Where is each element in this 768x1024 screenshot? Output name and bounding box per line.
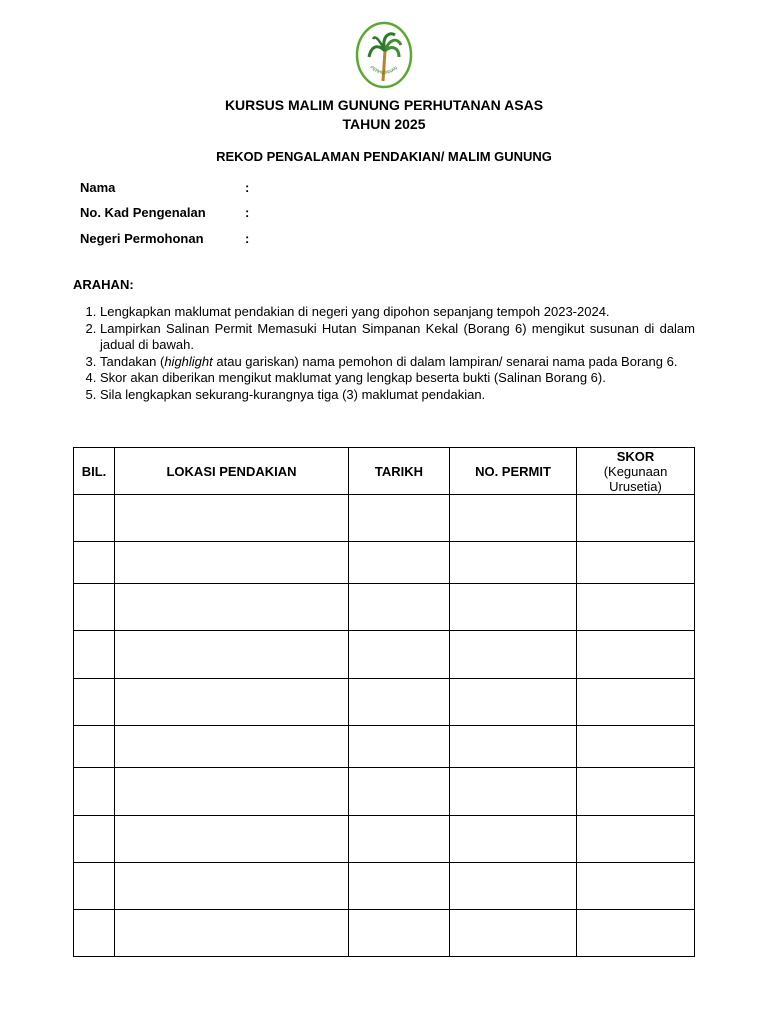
cell-skor[interactable] (577, 816, 695, 863)
cell-bil[interactable] (74, 726, 115, 768)
cell-skor[interactable] (577, 768, 695, 816)
cell-tarikh[interactable] (349, 726, 450, 768)
table-row (74, 863, 695, 910)
cell-skor[interactable] (577, 679, 695, 726)
cell-tarikh[interactable] (349, 631, 450, 679)
document-subtitle: REKOD PENGALAMAN PENDAKIAN/ MALIM GUNUNG (216, 149, 552, 164)
header-skor (577, 448, 695, 495)
list-item: 4. Skor akan diberikan mengikut maklumat yang lengkap beserta bukti (Salinan Borang 6). (100, 370, 695, 387)
cell-skor[interactable] (577, 863, 695, 910)
cell-permit[interactable] (450, 584, 577, 631)
cell-permit[interactable] (450, 768, 577, 816)
cell-bil[interactable] (74, 768, 115, 816)
document-year: TAHUN 2025 (342, 116, 426, 132)
cell-lokasi[interactable] (115, 726, 349, 768)
table-row (74, 816, 695, 863)
cell-lokasi[interactable] (115, 631, 349, 679)
table-row (74, 768, 695, 816)
cell-lokasi[interactable] (115, 816, 349, 863)
cell-tarikh[interactable] (349, 910, 450, 957)
cell-bil[interactable] (74, 584, 115, 631)
field-separator: : (245, 205, 250, 220)
cell-bil[interactable] (74, 863, 115, 910)
table-row (74, 584, 695, 631)
field-label: Negeri Permohonan (80, 231, 204, 246)
table-row (74, 726, 695, 768)
instructions-heading: ARAHAN: (73, 277, 134, 292)
table-row (74, 679, 695, 726)
list-item-text: Tandakan ( (100, 353, 165, 369)
cell-bil[interactable] (74, 679, 115, 726)
cell-permit[interactable] (450, 726, 577, 768)
skor-note: (Kegunaan Urusetia) (603, 463, 668, 494)
table-header-row (74, 448, 695, 495)
header-tarikh: TARIKH (349, 448, 450, 495)
cell-tarikh[interactable] (349, 863, 450, 910)
header-no-permit: NO. PERMIT (450, 448, 577, 495)
cell-tarikh[interactable] (349, 542, 450, 584)
instructions-list (73, 304, 695, 403)
field-separator: : (245, 231, 250, 246)
table-row (74, 910, 695, 957)
list-item-text: atau gariskan) nama pemohon di dalam lampiran/ senarai nama pada Borang 6. (212, 353, 678, 369)
field-label: No. Kad Pengenalan (80, 205, 206, 220)
header-lokasi-pendakian: LOKASI PENDAKIAN (115, 448, 349, 495)
list-item: 1. Lengkapkan maklumat pendakian di negeri yang dipohon sepanjang tempoh 2023-2024. (100, 304, 695, 321)
list-item: 5. Sila lengkapkan sekurang-kurangnya tiga (3) maklumat pendakian. (100, 387, 695, 404)
cell-tarikh[interactable] (349, 816, 450, 863)
cell-skor[interactable] (577, 542, 695, 584)
cell-tarikh[interactable] (349, 679, 450, 726)
table-row (74, 631, 695, 679)
cell-permit[interactable] (450, 542, 577, 584)
list-item-emphasis: highlight (164, 353, 213, 369)
cell-skor[interactable] (577, 910, 695, 957)
cell-lokasi[interactable] (115, 863, 349, 910)
cell-permit[interactable] (450, 910, 577, 957)
field-label: Nama (80, 180, 116, 195)
cell-permit[interactable] (450, 863, 577, 910)
cell-bil[interactable] (74, 542, 115, 584)
cell-lokasi[interactable] (115, 495, 349, 542)
perhutanan-logo (355, 21, 413, 89)
palm-tree-logo-icon (355, 21, 413, 89)
document-title: KURSUS MALIM GUNUNG PERHUTANAN ASAS (224, 97, 544, 113)
cell-bil[interactable] (74, 631, 115, 679)
logo-text: PERHUTANAN (369, 64, 399, 76)
cell-permit[interactable] (450, 631, 577, 679)
skor-label: SKOR (616, 448, 655, 464)
cell-permit[interactable] (450, 816, 577, 863)
list-item: 2. Lampirkan Salinan Permit Memasuki Hutan Simpanan Kekal (Borang 6) mengikut susunan di dalam jadual di bawah. (100, 321, 695, 354)
cell-tarikh[interactable] (349, 495, 450, 542)
field-kad-pengenalan (80, 205, 249, 220)
table-row (74, 495, 695, 542)
cell-lokasi[interactable] (115, 542, 349, 584)
table-row (74, 542, 695, 584)
cell-skor[interactable] (577, 584, 695, 631)
cell-bil[interactable] (74, 816, 115, 863)
field-nama (80, 180, 249, 195)
header-bil: BIL. (74, 448, 115, 495)
cell-tarikh[interactable] (349, 584, 450, 631)
cell-lokasi[interactable] (115, 768, 349, 816)
climbing-record-table (73, 447, 695, 957)
cell-lokasi[interactable] (115, 679, 349, 726)
cell-skor[interactable] (577, 495, 695, 542)
cell-permit[interactable] (450, 495, 577, 542)
cell-tarikh[interactable] (349, 768, 450, 816)
field-negeri-permohonan (80, 231, 249, 246)
cell-lokasi[interactable] (115, 910, 349, 957)
cell-skor[interactable] (577, 631, 695, 679)
cell-bil[interactable] (74, 495, 115, 542)
cell-bil[interactable] (74, 910, 115, 957)
cell-lokasi[interactable] (115, 584, 349, 631)
field-separator: : (245, 180, 250, 195)
cell-permit[interactable] (450, 679, 577, 726)
cell-skor[interactable] (577, 726, 695, 768)
list-item (100, 354, 695, 371)
